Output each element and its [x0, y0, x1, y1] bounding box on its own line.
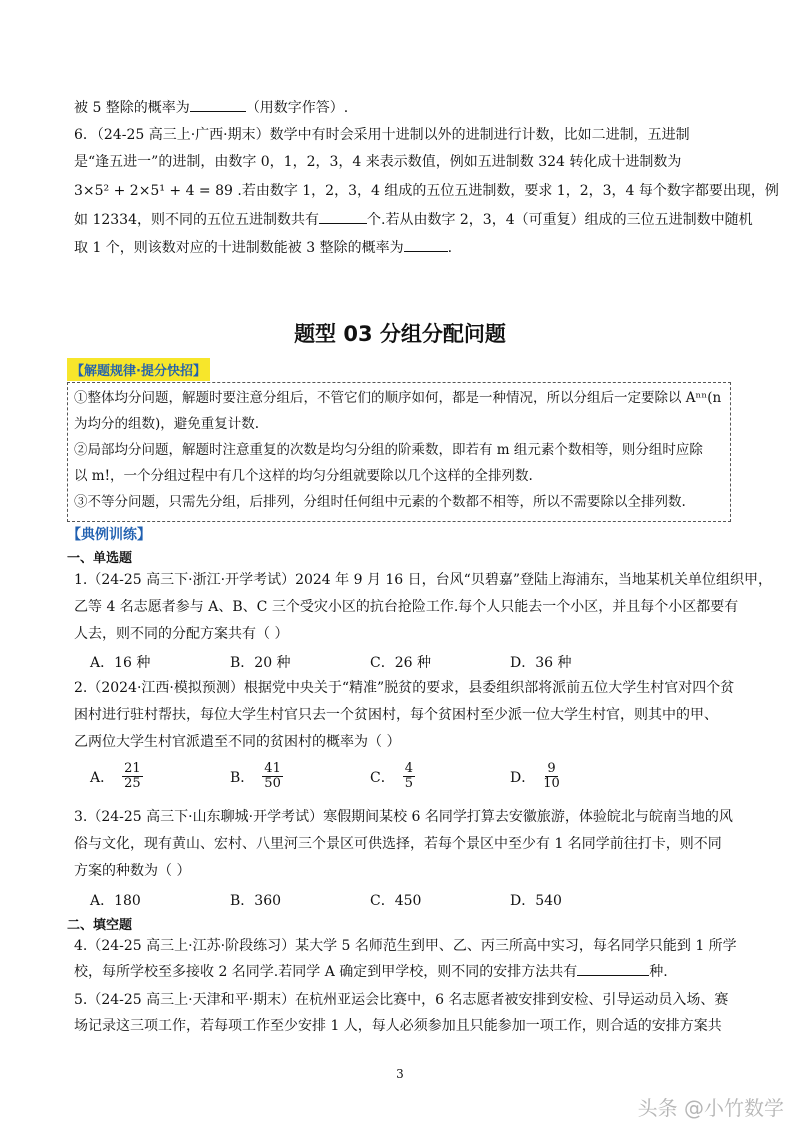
- fraction: $\frac{21}{25}$: [124, 761, 141, 791]
- q3-line: 方案的种数为（ ）: [74, 863, 191, 879]
- q6-line5: 取 1 个，则该数对应的十进制数能被 3 整除的概率为 .: [74, 240, 453, 256]
- option-c[interactable]: C．26 种: [370, 655, 431, 671]
- q3-line: 俗与文化，现有黄山、宏村、八里河三个景区可供选择，若每个景区中至少有 1 名同学前往打卡，则不同: [74, 836, 722, 852]
- tip-line: ③不等分问题，只需先分组，后排列，分组时任何组中元素的个数都不相等，所以不需要除以全排列数.: [74, 494, 686, 510]
- option-d[interactable]: D． $\frac{9}{10}$: [510, 761, 560, 791]
- option-a[interactable]: A． $\frac{21}{25}$: [90, 761, 141, 791]
- example-label: 【典例训练】: [67, 527, 151, 543]
- q6-line3: 3×5² + 2×5¹ + 4 = 89 .若由数字 1，2，3，4 组成的五位五进制数，要求 1，2，3，4 每个数字都要出现，例: [74, 183, 779, 199]
- q6-line2: 是“逢五进一”的进制，由数字 0，1，2，3，4 来表示数值，例如五进制数 324 转化成十进制数为: [74, 154, 682, 170]
- q2-line: 困村进行驻村帮扶，每位大学生村官只去一个贫困村，每个贫困村至少派一位大学生村官，则其中的甲、: [74, 707, 718, 723]
- option-b[interactable]: B．20 种: [230, 655, 291, 671]
- tip-line: ①整体均分问题，解题时要注意分组后，不管它们的顺序如何，都是一种情况，所以分组后一定要除以 Aⁿⁿ(n: [74, 390, 722, 406]
- q4-line: 4.（24-25 高三上·江苏·阶段练习）某大学 5 名师范生到甲、乙、丙三所高中实习，每名同学只能到 1 所学: [74, 938, 737, 954]
- q4-line: 校，每所学校至多接收 2 名同学.若同学 A 确定到甲学校，则不同的安排方法共有 种.: [74, 964, 668, 980]
- section-title: 题型 03 分组分配问题: [294, 322, 506, 346]
- option-b[interactable]: B． $\frac{41}{50}$: [230, 761, 281, 791]
- option-b[interactable]: B．360: [230, 893, 282, 909]
- tip-label: 【解题规律·提分快招】: [67, 358, 210, 381]
- q1-line: 乙等 4 名志愿者参与 A、B、C 三个受灾小区的抗台抢险工作.每个人只能去一个小区，并且每个小区都要有: [74, 599, 739, 615]
- q3-line: 3.（24-25 高三下·山东聊城·开学考试）寒假期间某校 6 名同学打算去安徽旅游，体验皖北与皖南当地的风: [74, 809, 733, 825]
- option-a[interactable]: A．180: [90, 893, 141, 909]
- fraction: $\frac{4}{5}$: [404, 761, 413, 791]
- q3-options: [90, 890, 650, 910]
- q5-tail-line: 被 5 整除的概率为 （用数字作答）.: [74, 100, 349, 116]
- fill-blank-heading: 二、填空题: [67, 918, 133, 933]
- q1-options: [90, 652, 650, 672]
- fraction: $\frac{9}{10}$: [543, 761, 560, 791]
- option-d[interactable]: D．540: [510, 893, 562, 909]
- q1-line: 人去，则不同的分配方案共有（ ）: [74, 626, 289, 642]
- answer-blank: [190, 111, 246, 112]
- q2-line: 乙两位大学生村官派遣至不同的贫困村的概率为（ ）: [74, 734, 401, 750]
- tip-line: 以 m!，一个分组过程中有几个这样的均匀分组就要除以几个这样的全排列数.: [74, 468, 533, 484]
- tip-line: ②局部均分问题，解题时注意重复的次数是均匀分组的阶乘数，即若有 m 组元素个数相等，则分组时应除: [74, 442, 703, 458]
- watermark: [638, 1092, 784, 1121]
- q5-line: 场记录这三项工作，若每项工作至少安排 1 人，每人必须参加且只能参加一项工作，则合适的安排方案共: [74, 1018, 722, 1034]
- option-c[interactable]: C．450: [370, 893, 422, 909]
- answer-blank: [404, 251, 448, 252]
- tip-box: [67, 382, 731, 522]
- q1-line: 1.（24-25 高三下·浙江·开学考试）2024 年 9 月 16 日，台风“贝碧嘉”登陆上海浦东，当地某机关单位组织甲，: [74, 572, 772, 588]
- fraction: $\frac{41}{50}$: [264, 761, 281, 791]
- option-c[interactable]: C． $\frac{4}{5}$: [370, 761, 413, 791]
- tip-line: 为均分的组数)，避免重复计数.: [74, 416, 260, 432]
- q6-line1: 6．（24-25 高三上·广西·期末）数学中有时会采用十进制以外的进制进行计数，比如二进制，五进制: [74, 127, 690, 143]
- q2-line: 2.（2024·江西·模拟预测）根据党中央关于“精准”脱贫的要求，县委组织部将派前五位大学生村官对四个贫: [74, 680, 735, 696]
- single-choice-heading: 一、单选题: [67, 551, 133, 566]
- q2-options: [90, 762, 650, 791]
- option-d[interactable]: D．36 种: [510, 655, 572, 671]
- page-number: 3: [396, 1067, 404, 1081]
- answer-blank: [577, 975, 649, 976]
- watermark-text: 头条 @小竹数学: [637, 1096, 784, 1120]
- q5-line: 5.（24-25 高三上·天津和平·期末）在杭州亚运会比赛中，6 名志愿者被安排到安检、引导运动员入场、赛: [74, 992, 729, 1008]
- answer-blank: [319, 223, 367, 224]
- q6-line4: 如 12334，则不同的五位五进制数共有 个.若从由数字 2，3，4（可重复）组成的三位五进制数中随机: [74, 212, 753, 228]
- option-a[interactable]: A．16 种: [90, 655, 151, 671]
